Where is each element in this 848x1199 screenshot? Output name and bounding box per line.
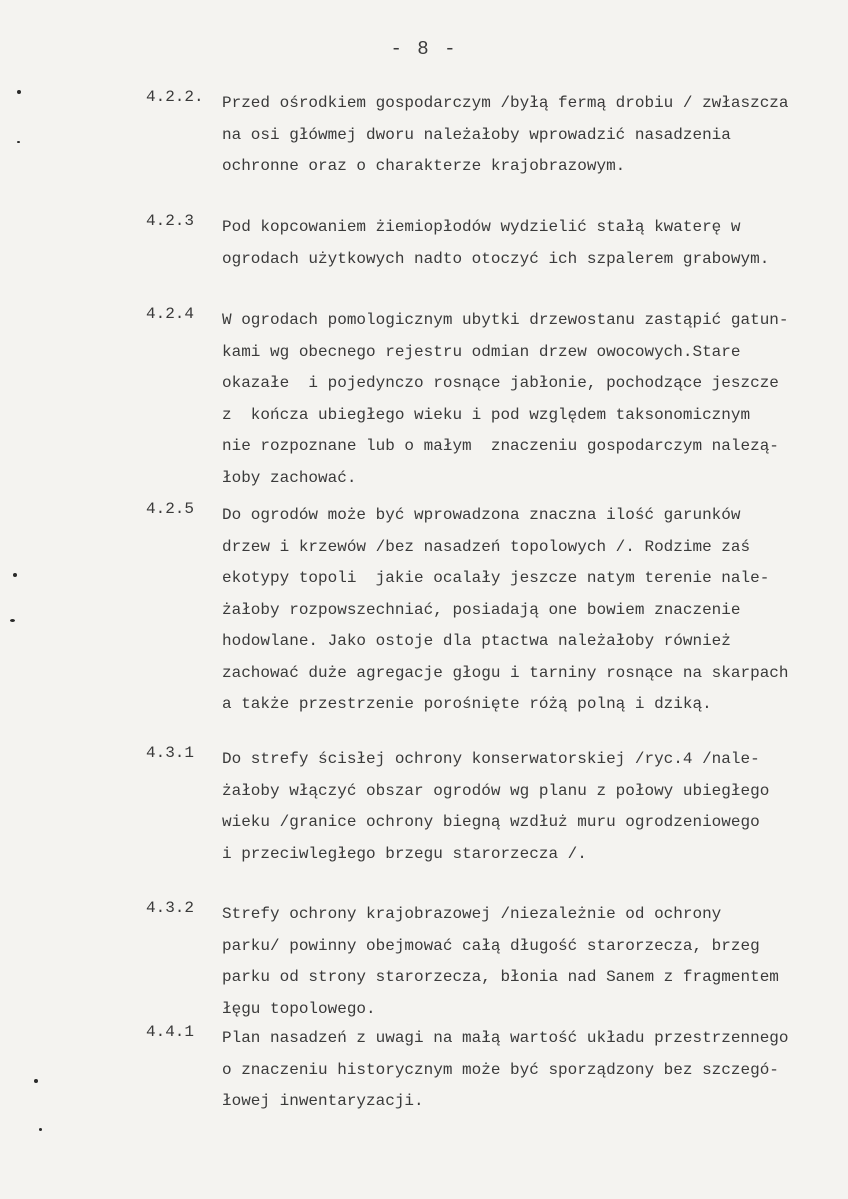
margin-speck bbox=[17, 141, 20, 143]
section-number: 4.3.1 bbox=[146, 744, 195, 762]
section-number: 4.2.3 bbox=[146, 212, 195, 230]
section-4-2-2 bbox=[146, 88, 846, 183]
margin-speck bbox=[10, 619, 15, 622]
section-4-2-5 bbox=[146, 500, 846, 721]
text-line: żałoby rozpowszechniać, posiadają one bowiem znaczenie bbox=[222, 600, 741, 619]
margin-speck bbox=[17, 90, 21, 94]
text-line: kami wg obecnego rejestru odmian drzew owocowych.Stare bbox=[222, 342, 741, 361]
text-line: zachować duże agregacje głogu i tarniny rosnące na skarpach bbox=[222, 663, 789, 682]
text-line: okazałe i pojedynczo rosnące jabłonie, pochodzące jeszcze bbox=[222, 374, 779, 392]
section-4-3-2 bbox=[146, 899, 846, 1025]
text-line: łowej inwentaryzacji. bbox=[222, 1092, 424, 1110]
text-line: i przeciwległego brzegu starorzecza /. bbox=[222, 844, 587, 863]
text-line: Pod kopcowaniem żiemiopłodów wydzielić stałą kwaterę w bbox=[222, 218, 741, 236]
text-line: ochronne oraz o charakterze krajobrazowym. bbox=[222, 157, 626, 175]
section-4-3-1 bbox=[146, 744, 846, 870]
section-number: 4.2.2. bbox=[146, 88, 204, 106]
section-number: 4.2.4 bbox=[146, 305, 195, 323]
text-line: Do ogrodów może być wprowadzona znaczna ilość garunków bbox=[222, 506, 741, 524]
text-line: z kończa ubiegłego wieku i pod względem taksonomicznym bbox=[222, 405, 751, 424]
text-line: wieku /granice ochrony biegną wzdłuż muru ogrodzeniowego bbox=[222, 813, 760, 831]
text-line: parku/ powinny obejmować całą długość starorzecza, brzeg bbox=[222, 936, 760, 955]
section-4-4-1 bbox=[146, 1023, 846, 1118]
page-number: - 8 - bbox=[390, 38, 458, 60]
margin-speck bbox=[13, 573, 17, 577]
section-number: 4.2.5 bbox=[146, 500, 195, 518]
margin-speck bbox=[39, 1128, 42, 1131]
text-line: Przed ośrodkiem gospodarczym /byłą fermą drobiu / zwłaszcza bbox=[222, 94, 789, 112]
text-line: Do strefy ścisłej ochrony konserwatorskiej /ryc.4 /nale- bbox=[222, 750, 760, 768]
margin-speck bbox=[34, 1079, 38, 1083]
text-line: ekotypy topoli jakie ocalały jeszcze natym terenie nale- bbox=[222, 569, 770, 587]
section-4-2-3 bbox=[146, 212, 846, 275]
text-line: parku od strony starorzecza, błonia nad Sanem z fragmentem bbox=[222, 968, 779, 986]
text-line: nie rozpoznane lub o małym znaczeniu gospodarczym nalezą- bbox=[222, 437, 779, 455]
text-line: W ogrodach pomologicznym ubytki drzewostanu zastąpić gatun- bbox=[222, 311, 789, 329]
text-line: żałoby włączyć obszar ogrodów wg planu z połowy ubiegłego bbox=[222, 781, 770, 800]
text-line: ogrodach użytkowych nadto otoczyć ich szpalerem grabowym. bbox=[222, 249, 770, 268]
section-number: 4.3.2 bbox=[146, 899, 195, 917]
text-line: hodowlane. Jako ostoje dla ptactwa należałoby również bbox=[222, 632, 731, 650]
text-line: na osi główmej dworu należałoby wprowadzić nasadzenia bbox=[222, 125, 731, 144]
text-line: drzew i krzewów /bez nasadzeń topolowych /. Rodzime zaś bbox=[222, 537, 751, 556]
text-line: Plan nasadzeń z uwagi na małą wartość układu przestrzennego bbox=[222, 1029, 789, 1047]
text-line: łęgu topolowego. bbox=[222, 999, 376, 1018]
text-line: Strefy ochrony krajobrazowej /niezależnie od ochrony bbox=[222, 905, 722, 923]
section-number: 4.4.1 bbox=[146, 1023, 195, 1041]
section-4-2-4 bbox=[146, 305, 846, 494]
text-line: a także przestrzenie porośnięte różą polną i dziką. bbox=[222, 695, 712, 713]
text-line: łoby zachować. bbox=[222, 468, 357, 487]
text-line: o znaczeniu historycznym może być sporządzony bez szczegó- bbox=[222, 1060, 779, 1079]
